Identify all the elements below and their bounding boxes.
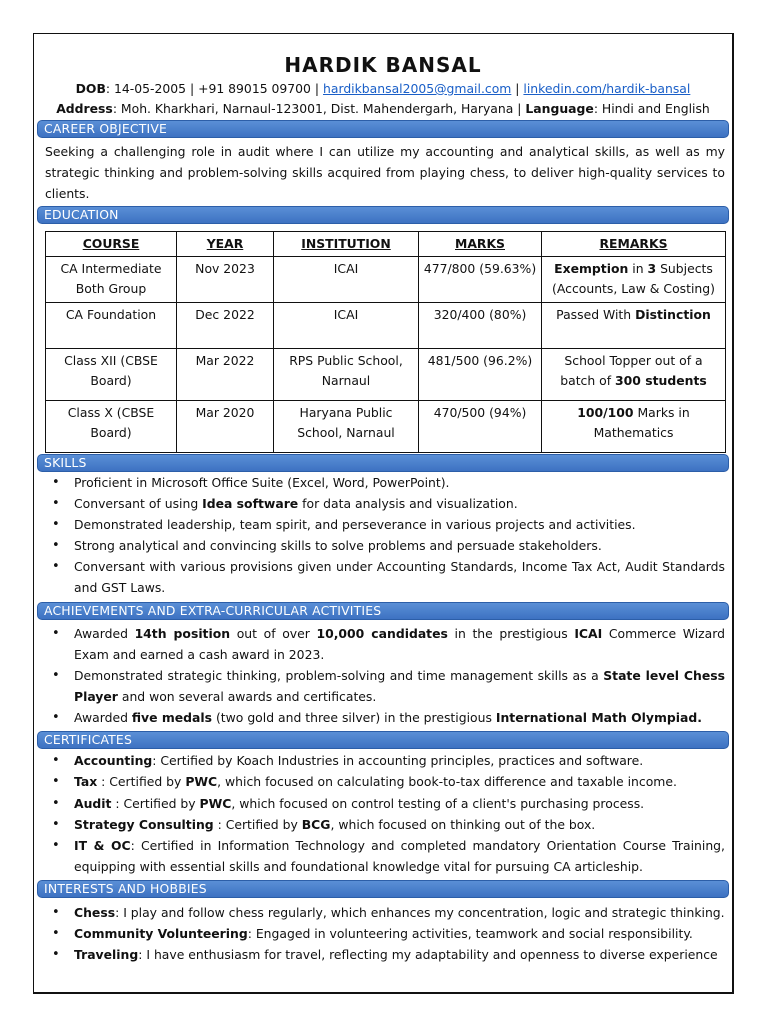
section-header-education: EDUCATION [37,206,729,224]
remarks-bold: 3 [647,261,657,276]
address-label: Address [56,101,113,116]
section-header-certificates: CERTIFICATES [37,731,729,749]
item-text: , which focused on control testing of a client's purchasing process. [231,795,645,811]
address-line [34,101,732,116]
item-bold: Tax [74,774,98,790]
section-header-achievements: ACHIEVEMENTS AND EXTRA-CURRICULAR ACTIVITIES [37,602,729,620]
year-cell: Nov 2023 [177,257,274,303]
item-text: Awarded [74,626,135,641]
dob-label: DOB [75,81,106,96]
list-item [45,771,725,792]
year-cell: Mar 2020 [177,401,274,453]
linkedin-link[interactable]: linkedin.com/hardik-bansal [523,81,691,96]
item-text: Demonstrated strategic thinking, problem-solving and time management skills as a [74,668,604,683]
list-item [45,623,725,665]
remarks-text: Passed With [556,307,636,322]
section-header-interests: INTERESTS AND HOBBIES [37,880,729,898]
marks-cell: 320/400 (80%) [419,303,542,349]
item-text: Conversant of using [74,496,203,511]
item-text: in the prestigious [447,626,575,641]
list-item [45,750,725,771]
item-bold: State level Chess Player [74,668,725,704]
institution-cell: RPS Public School, Narnaul [274,349,419,401]
year-cell: Dec 2022 [177,303,274,349]
course-cell: Class XII (CBSE Board) [46,349,177,401]
remarks-cell [542,349,726,401]
language-label: Language [525,101,594,116]
list-item: • Conversant with various provisions given under Accounting Standards, Income Tax Act, Audit Standards and GST Laws. [45,556,725,598]
address-text: : Moh. Kharkhari, Narnaul-123001, Dist. Mahendergarh, Haryana | [112,101,526,116]
remarks-bold: 100/100 [577,405,634,420]
course-cell: Class X (CBSE Board) [46,401,177,453]
list-item [45,665,725,707]
column-header: REMARKS [542,232,726,257]
institution-cell: ICAI [274,303,419,349]
item-text: Commerce Wizard Exam and earned a cash award in 2023. [74,626,725,662]
remarks-bold: Distinction [635,307,711,322]
item-bold: BCG [301,816,331,832]
course-cell: CA Intermediate Both Group [46,257,177,303]
list-item [45,902,725,923]
list-item: • Demonstrated leadership, team spirit, and perseverance in various projects and activities. [45,514,725,535]
year-cell: Mar 2022 [177,349,274,401]
item-bold: 14th position [134,626,231,641]
item-text: : Certified in Information Technology and completed mandatory Orientation Course Training, equipping with essential skills and foundational knowledge vital for pursuing CA articleship. [74,838,725,875]
remarks-bold: Exemption [554,261,629,276]
column-header: INSTITUTION [274,232,419,257]
item-text: : I play and follow chess regularly, which enhances my concentration, logic and strategic thinking. [115,905,725,920]
item-bold: Strategy Consulting [74,816,214,832]
item-bold: Audit [74,795,112,811]
item-bold: Chess [74,905,116,920]
item-bold: Accounting [74,753,153,768]
marks-cell: 477/800 (59.63%) [419,257,542,303]
item-bold: PWC [199,795,232,811]
column-header: YEAR [177,232,274,257]
remarks-cell [542,401,726,453]
item-text: and won several awards and certificates. [117,689,377,704]
achievements-list [45,623,725,728]
remarks-bold: 300 students [615,373,707,388]
list-item [45,814,725,835]
candidate-name: HARDIK BANSAL [284,53,482,77]
table-row [46,303,726,349]
remarks-cell [542,303,726,349]
item-bold: IT & OC [74,838,131,854]
item-text: for data analysis and visualization. [298,496,518,511]
separator: | [511,81,524,96]
list-item: • Proficient in Microsoft Office Suite (Excel, Word, PowerPoint). [45,472,725,493]
education-table [45,231,726,453]
section-header-skills: SKILLS [37,454,729,472]
item-text: , which focused on calculating book-to-tax difference and taxable income. [217,774,677,790]
language-text: : Hindi and English [593,101,710,116]
interests-list [45,902,725,965]
table-row [46,257,726,303]
item-text: : I have enthusiasm for travel, reflecting my adaptability and openness to diverse experience [138,947,718,962]
list-item [45,944,725,965]
remarks-text: in [628,261,648,276]
item-text: : Certified by [213,816,302,832]
item-text: : Certified by [97,774,186,790]
list-item: • Strong analytical and convincing skills to solve problems and persuade stakeholders. [45,535,725,556]
career-objective-text: Seeking a challenging role in audit where I can utilize my accounting and analytical skills, as well as my strategic thinking and problem-solving skills acquired from playing chess, to deliver high-quality services to clients. [45,144,725,201]
dob-phone: : 14-05-2005 | +91 89015 09700 | [105,81,323,96]
institution-cell: ICAI [274,257,419,303]
section-header-career-objective: CAREER OBJECTIVE [37,120,729,138]
contact-line [34,81,732,96]
item-text: , which focused on thinking out of the box. [330,816,596,832]
item-text: out of over [230,626,317,641]
table-row [46,401,726,453]
remarks-text: Subjects (Accounts, Law & Costing) [552,261,715,296]
column-header: MARKS [419,232,542,257]
item-text: Awarded [74,710,132,725]
list-item [45,835,725,878]
table-header-row [46,232,726,257]
item-bold: Idea software [202,496,299,511]
resume-page [33,33,734,994]
item-text: : Certified by Koach Industries in accounting principles, practices and software. [152,753,644,768]
item-bold: five medals [131,710,213,725]
skills-list [45,472,725,598]
table-row [46,349,726,401]
list-item [45,793,725,814]
item-bold: PWC [185,774,218,790]
item-bold: 10,000 candidates [316,626,448,641]
item-bold: International Math Olympiad. [495,710,702,725]
item-text: (two gold and three silver) in the prestigious [212,710,496,725]
remarks-text: School Topper out of a batch of [560,353,703,388]
certificates-list [45,750,725,878]
remarks-text: Marks in Mathematics [593,405,690,440]
list-item [45,923,725,944]
list-item [45,493,725,514]
item-bold: ICAI [574,626,603,641]
marks-cell: 481/500 (96.2%) [419,349,542,401]
institution-cell: Haryana Public School, Narnaul [274,401,419,453]
item-bold: Community Volunteering [74,926,248,941]
email-link[interactable]: hardikbansal2005@gmail.com [323,81,512,96]
course-cell: CA Foundation [46,303,177,349]
list-item [45,707,725,728]
item-text: : Certified by [111,795,200,811]
marks-cell: 470/500 (94%) [419,401,542,453]
column-header: COURSE [46,232,177,257]
item-bold: Traveling [74,947,139,962]
remarks-cell [542,257,726,303]
item-text: : Engaged in volunteering activities, teamwork and social responsibility. [247,926,693,941]
